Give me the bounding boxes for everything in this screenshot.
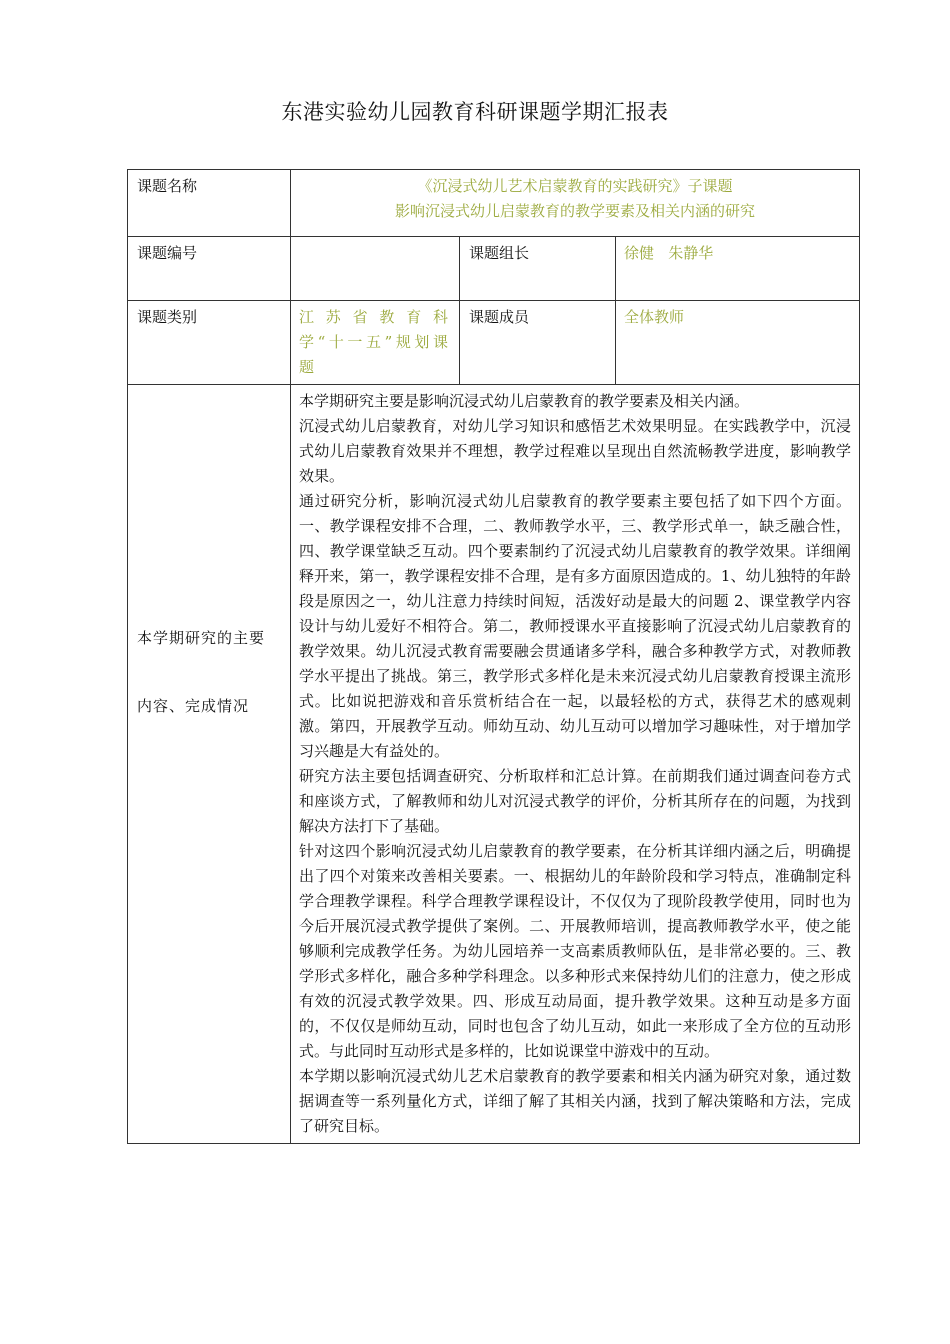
number-value: [291, 237, 460, 301]
content-paragraph: 针对这四个影响沉浸式幼儿启蒙教育的教学要素，在分析其详细内涵之后，明确提出了四个对策来改善相关要素。一、根据幼儿的年龄阶段和学习特点，准确制定科学合理教学课程。科学合理教学课程设计，不仅仅为了现阶段教学使用，同时也为今后开展沉浸式教学提供了案例。二、开展教师培训，提高教师教学水平，使之能够顺利完成教学任务。为幼儿园培养一支高素质教师队伍，是非常必要的。三、教学形式多样化，融合多种学科理念。以多种形式来保持幼儿们的注意力，使之形成有效的沉浸式教学效果。四、形成互动局面，提升教学效果。这种互动是多方面的，不仅仅是师幼互动，同时也包含了幼儿互动，如此一来形成了全方位的互动形式。与此同时互动形式是多样的，比如说课堂中游戏中的互动。: [299, 842, 851, 1060]
number-label: 课题编号: [128, 237, 291, 301]
number-row: [128, 237, 860, 301]
content-paragraph: 研究方法主要包括调查研究、分析取样和汇总计算。在前期我们通过调查问卷方式和座谈方式，了解教师和幼儿对沉浸式教学的评价，分析其所存在的问题，为找到解决方法打下了基础。: [299, 767, 851, 835]
content-paragraph: 本学期以影响沉浸式幼儿艺术启蒙教育的教学要素和相关内涵为研究对象，通过数据调查等一系列量化方式，详细了解了其相关内涵，找到了解决策略和方法，完成了研究目标。: [299, 1067, 851, 1135]
topic-line-1: 《沉浸式幼儿艺术启蒙教育的实践研究》子课题: [417, 177, 733, 195]
content-paragraph: 本学期研究主要是影响沉浸式幼儿启蒙教育的教学要素及相关内涵。: [299, 392, 750, 410]
leader-value: 徐健 朱静华: [616, 237, 860, 301]
leader-label: 课题组长: [460, 237, 616, 301]
content-label: [128, 385, 291, 1144]
page-title: 东港实验幼儿园教育科研课题学期汇报表: [281, 100, 669, 124]
content-body: [291, 385, 860, 1144]
topic-row: [128, 170, 860, 237]
topic-value: [291, 170, 860, 237]
members-label: 课题成员: [460, 301, 616, 385]
report-table: [127, 169, 860, 1144]
category-label: 课题类别: [128, 301, 291, 385]
category-value: 江苏省教育科学“十一五”规划课题: [291, 301, 460, 385]
category-row: [128, 301, 860, 385]
content-paragraph: 通过研究分析，影响沉浸式幼儿启蒙教育的教学要素主要包括了如下四个方面。一、教学课程安排不合理，二、教师教学水平，三、教学形式单一，缺乏融合性，四、教学课堂缺乏互动。四个要素制约了沉浸式幼儿启蒙教育的教学效果。详细阐释开来，第一，教学课程安排不合理，是有多方面原因造成的。1、幼儿独特的年龄段是原因之一，幼儿注意力持续时间短，活泼好动是最大的问题 2、课堂教学内容设计与幼儿爱好不相符合。第二，教师授课水平直接影响了沉浸式幼儿启蒙教育的教学效果。幼儿沉浸式教育需要融会贯通诸多学科，融合多种教学方式，对教师教学水平提出了挑战。第三，教学形式多样化是未来沉浸式幼儿启蒙教育授课主流形式。比如说把游戏和音乐赏析结合在一起，以最轻松的方式，获得艺术的感观刺激。第四，开展教学互动。师幼互动、幼儿互动可以增加学习趣味性，对于增加学习兴趣是大有益处的。: [299, 492, 851, 760]
topic-label: 课题名称: [128, 170, 291, 237]
topic-line-2: 影响沉浸式幼儿启蒙教育的教学要素及相关内涵的研究: [394, 202, 755, 220]
members-value: 全体教师: [616, 301, 860, 385]
content-row: [128, 385, 860, 1144]
content-label-line-1: 本学期研究的主要: [137, 629, 266, 647]
content-label-line-2: 内容、完成情况: [137, 697, 250, 715]
content-paragraph: 沉浸式幼儿启蒙教育，对幼儿学习知识和感悟艺术效果明显。在实践教学中，沉浸式幼儿启蒙教育效果并不理想，教学过程难以呈现出自然流畅教学进度，影响教学效果。: [299, 417, 851, 485]
